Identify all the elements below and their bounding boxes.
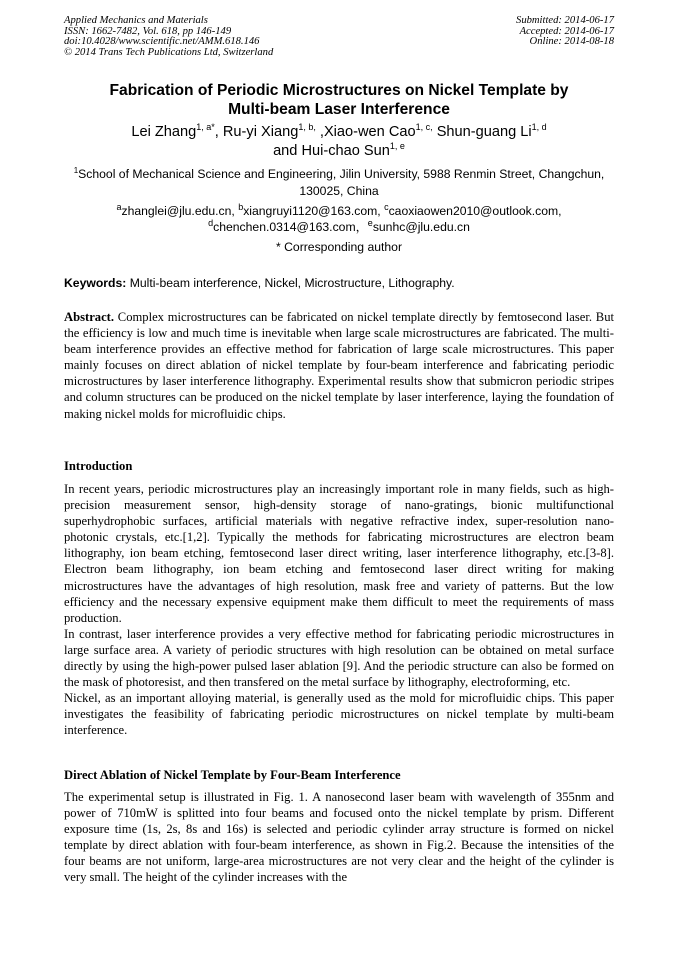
author-superscript: 1, a* (196, 122, 215, 133)
affiliation-superscript: 1 (73, 165, 79, 175)
title-line-1: Fabrication of Periodic Microstructures on Nickel Template by (109, 82, 569, 99)
journal-name: Applied Mechanics and Materials (64, 15, 208, 26)
accepted-date: Accepted: 2014-06-17 (519, 25, 614, 37)
keywords (64, 275, 614, 291)
introduction-heading: Introduction (64, 459, 133, 473)
introduction-body (64, 481, 614, 739)
paragraph: In recent years, periodic microstructures play an increasingly important role in many fields, such as high-precision measurement sensor, high-density storage of nano-gratings, bionic multifunctional superhydrophobic surfaces, artificial materials with negative refractive index, super-resolution nano-photonic crystals, etc.[1,2]. Typically the methods for fabricating microstructures are electron beam lithography, ion beam etching, femtosecond laser direct writing, laser interference lithography, etc.[3-8]. Electron beam lithography, ion beam etching and femtosecond laser direct writing for making microstructures have the advantages of high resolution, mask free and variety of patterns. But the low efficiency and the necessary expensive equipment make them difficult to meet the requirements of mass production. (64, 482, 614, 625)
author-superscript: 1, e (389, 141, 405, 152)
email-superscript: d (208, 217, 214, 228)
journal-info (64, 16, 273, 58)
email-link[interactable]: chenchen.0314@163.com， (213, 220, 368, 234)
paragraph: The experimental setup is illustrated in Fig. 1. A nanosecond laser beam with wavelength of 355nm and power of 710mW is splitted into four beams and focused onto the nickel template by prism. Different exposure time (1s, 2s, 8s and 16s) is selected and periodic cylinder array structure is formed on nickel template by direct ablation with four-beam interference, as shown in Fig.2. Because the intensities of the four beams are not uniform, large-area microstructures are not very clear and the height of the cylinder is very small. The height of the cylinder increases with the (64, 790, 614, 885)
paragraph: In contrast, laser interference provides a very effective method for fabricating periodic microstructures in large surface area. A variety of periodic structures with high resolution can be obtained on metal surface directly by using the high-power pulsed laser ablation [9]. And the periodic structure can also be formed on the mask of photoresist, and then transfered on the metal surface by lithography, electroforming, etc. (64, 626, 614, 690)
email-superscript: c (384, 201, 389, 212)
corresponding-author-note: * Corresponding author (275, 240, 403, 254)
email-line-2 (64, 219, 614, 235)
email-superscript: b (238, 201, 244, 212)
author-name: and Hui-chao Sun (273, 143, 390, 159)
email-link[interactable]: xiangruyi1120@163.com, (243, 204, 385, 218)
submitted-date: Submitted: 2014-06-17 (516, 15, 614, 26)
affiliation (64, 166, 614, 199)
email-link[interactable]: caoxiaowen2010@outlook.com, (388, 204, 562, 218)
direct-ablation-heading: Direct Ablation of Nickel Template by Four-Beam Interference (64, 768, 401, 782)
copyright: © 2014 Trans Tech Publications Ltd, Switzerland (64, 46, 274, 58)
affiliation-text: School of Mechanical Science and Engineering, Jilin University, 5988 Renmin Street, Changchun, 130025, China (78, 167, 605, 198)
author-superscript: 1, b, (298, 122, 316, 133)
email-link[interactable]: zhanglei@jlu.edu.cn, (121, 204, 239, 218)
email-superscript: a (116, 201, 122, 212)
email-link[interactable]: sunhc@jlu.edu.cn (372, 220, 470, 234)
title-line-2: Multi-beam Laser Interference (228, 101, 450, 118)
author-superscript: 1, d (531, 122, 547, 133)
paper-title (64, 81, 614, 119)
abstract-text: Complex microstructures can be fabricated on nickel template directly by femtosecond laser. But the efficiency is low and much time is inevitable when large scale microstructures are fabricated. The multi-beam interference provides an effective method for fabrication of large scale microstructures. This paper mainly focuses on direct ablation of nickel template by four-beam interference and fabricating periodic microstructures by laser interference lithography. Experimental results show that submicron periodic stripes and column structures can be produced on the nickel template by laser interference, laying the foundation of making nickel molds for microfluidic chips. (64, 310, 614, 421)
abstract (64, 309, 614, 422)
email-superscript: e (367, 217, 373, 228)
author-list (64, 123, 614, 161)
email-line-1 (64, 203, 614, 219)
doi: doi:10.4028/www.scientific.net/AMM.618.146 (64, 36, 260, 48)
author-name: ,Xiao-wen Cao (315, 124, 416, 140)
author-emails (64, 203, 614, 235)
author-name: , Ru-yi Xiang (214, 124, 299, 140)
author-line-2 (64, 142, 614, 161)
direct-ablation-body (64, 789, 614, 886)
paragraph: Nickel, as an important alloying material, is generally used as the mold for microfluidic chips. This paper investigates the feasibility of fabricating periodic microstructures on nickel template by multi-beam interference. (64, 691, 614, 738)
author-line-1 (64, 123, 614, 142)
author-name: Shun-guang Li (432, 124, 532, 140)
author-superscript: 1, c, (415, 122, 433, 133)
abstract-label: Abstract. (64, 310, 115, 324)
keywords-label: Keywords: (64, 276, 127, 290)
issn: ISSN: 1662-7482, Vol. 618, pp 146-149 (64, 25, 232, 37)
keywords-text: Multi-beam interference, Nickel, Microstructure, Lithography. (126, 276, 455, 290)
online-date: Online: 2014-08-18 (529, 36, 614, 48)
publication-dates (516, 16, 614, 48)
author-name: Lei Zhang (131, 124, 197, 140)
